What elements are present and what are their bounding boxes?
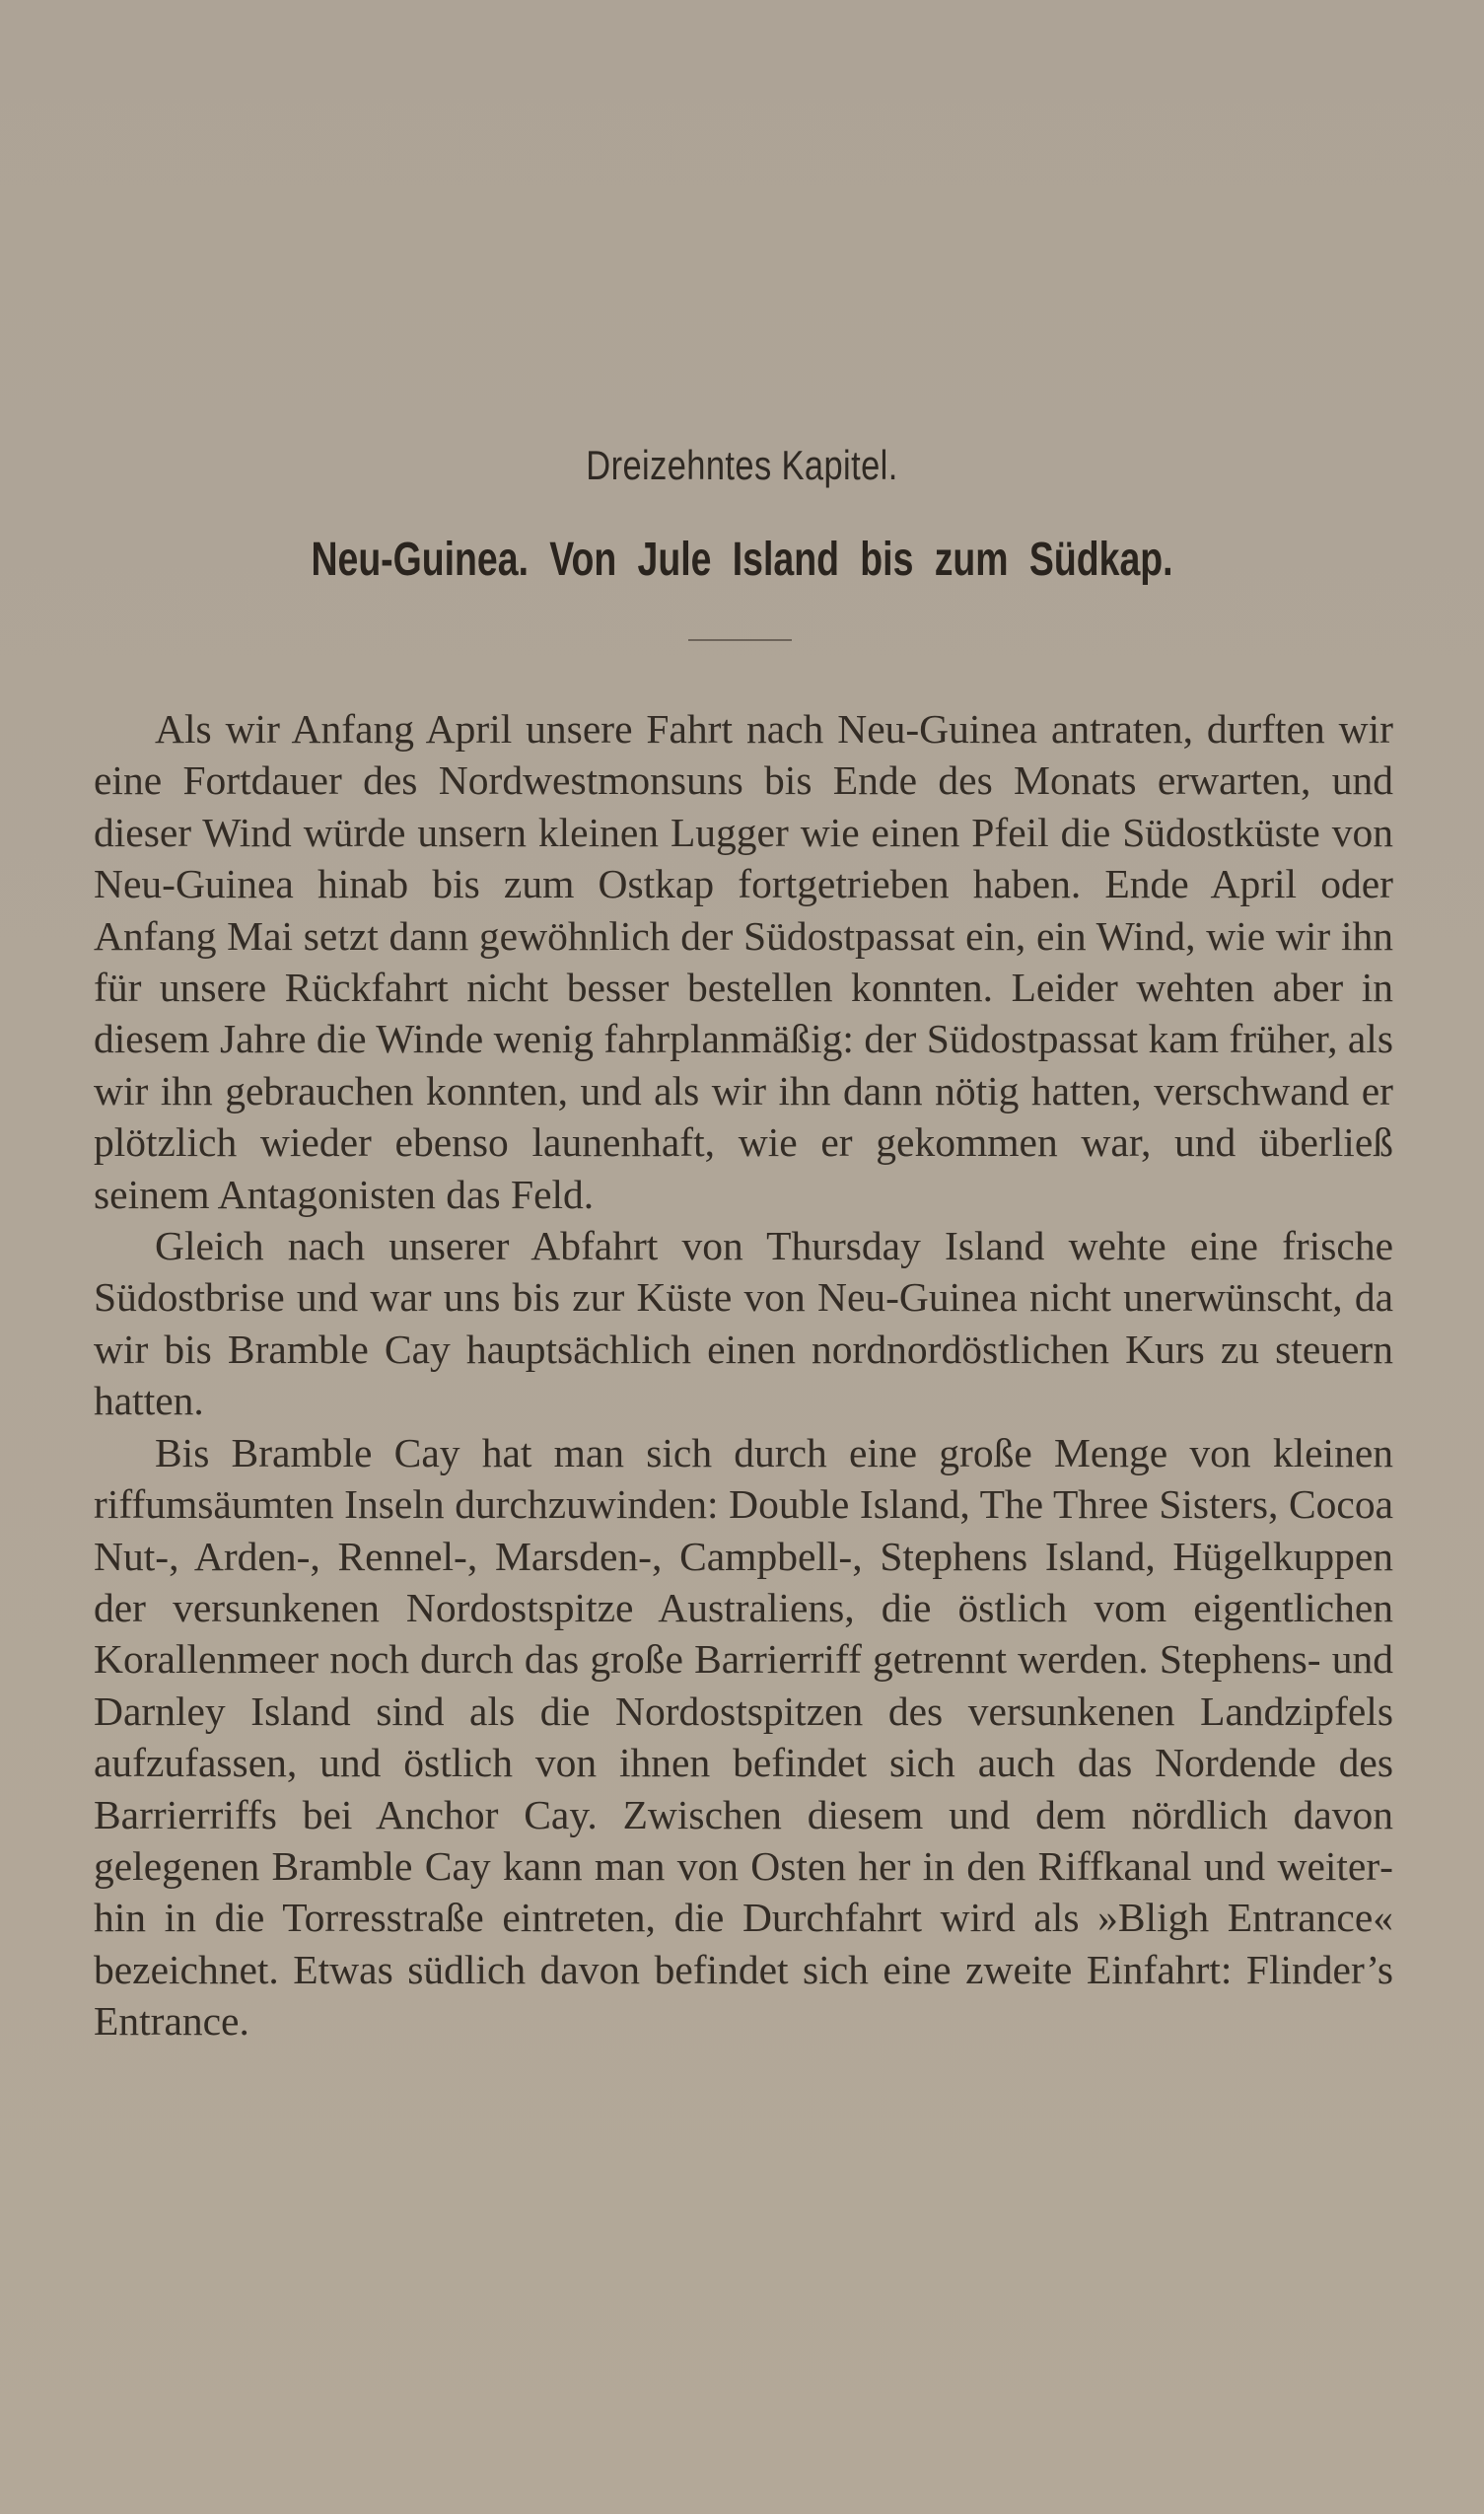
paragraph: Als wir Anfang April unsere Fahrt nach Neu-Guinea antraten, durften wir eine Fortdauer des Nordwestmonsuns bis Ende des Monats erwarten, und dieser Wind würde unsern kleinen Lugger wie einen Pfeil die Südostküste von Neu-Guinea hinab bis zum Ostkap fortgetrieben haben. Ende April oder Anfang Mai setzt dann gewöhnlich der Südostpassat ein, ein Wind, wie wir ihn für unsere Rückfahrt nicht besser bestellen konnten. Leider wehten aber in diesem Jahre die Winde wenig fahrplanmäßig: der Südostpassat kam früher, als wir ihn gebrauchen konnten, und als wir ihn dann nötig hatten, verschwand er plötzlich wieder ebenso launenhaft, wie er gekommen war, und überließ seinem Antagonisten das Feld.: [94, 706, 1393, 1217]
title-divider: [688, 639, 792, 641]
chapter-title: Neu-Guinea. Von Jule Island bis zum Südkap.: [311, 534, 1173, 586]
chapter-label: Dreizehntes Kapitel.: [586, 442, 898, 488]
paragraph: Bis Bramble Cay hat man sich durch eine große Menge von kleinen riffumsäumten Inseln durchzuwinden: Double Island, The Three Sisters, Cocoa Nut-, Arden-, Rennel-, Marsden-, Campbell-, Stephens Island, Hügelkuppen der versunkenen Nordostspitze Australiens, die östlich vom eigentlichen Korallenmeer noch durch das große Barrierriff getrennt werden. Stephens- und Darnley Island sind als die Nordostspitzen des versunkenen Landzipfels aufzufassen, und östlich von ihnen befindet sich auch das Nordende des Barrierriffs bei Anchor Cay. Zwischen diesem und dem nördlich davon gelegenen Bramble Cay kann man von Osten her in den Riffkanal und weiterhin in die Torresstraße eintreten, die Durchfahrt wird als »Bligh Entrance« bezeichnet. Etwas südlich davon befindet sich eine zweite Einfahrt: Flinder’s Entrance.: [94, 1429, 1393, 2045]
chapter-body: [94, 703, 1393, 2047]
paragraph: Gleich nach unserer Abfahrt von Thursday Island wehte eine frische Südostbrise und war uns bis zur Küste von Neu-Guinea nicht unerwünscht, da wir bis Bramble Cay hauptsächlich einen nordnordöstlichen Kurs zu steuern hatten.: [94, 1223, 1393, 1424]
